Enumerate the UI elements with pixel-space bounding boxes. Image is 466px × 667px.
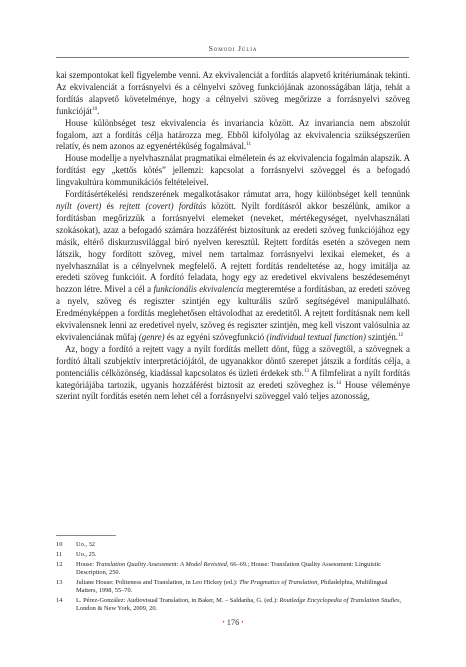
- text-run: , London & New York, 2009, 20.: [76, 597, 402, 613]
- footnote-13: [56, 579, 410, 596]
- italic-run: Translation Quality Assessment: A Model Revisited: [95, 560, 227, 568]
- text-run: A filmfelirat a nyílt fordítás kategóriájába tartozik, ugyanis hozzáférést biztosít az eredeti szöveghez is.: [56, 367, 410, 390]
- footnote-number: 10: [56, 541, 63, 548]
- footnote-14: [56, 597, 410, 614]
- body-text: [56, 70, 410, 403]
- text-run: szintjén.: [365, 331, 398, 342]
- footnote-11: [56, 551, 410, 559]
- paragraph-3: House modellje a nyelvhasználat pragmatikai elméletein és az ekvivalencia fogalmán alapszik. A fordítást egy „kettős kötés” jellemzi: kapcsolat a forrásnyelvi szöveggel és a befogadó lingvakultúra kommunikációs feltételeivel.: [56, 153, 411, 188]
- footnote-number: 11: [56, 550, 63, 558]
- text-run: Uo., 25.: [76, 550, 97, 558]
- note-ref[interactable]: 12: [398, 331, 404, 338]
- note-ref[interactable]: 13: [303, 367, 310, 374]
- page-number: [0, 618, 466, 627]
- paragraph-1: [56, 70, 410, 118]
- footnote-10: [56, 541, 410, 549]
- text-run: Uo., 32: [76, 541, 95, 548]
- footnote-text: [76, 541, 95, 548]
- text-run: , Philadelphia, Multilingual Matters, 1998, 55–70.: [76, 578, 388, 595]
- footnotes: [56, 541, 410, 615]
- text-run: L. Pérez-González: Audiovisual Translation, in Baker, M. – Saldanha, G. (ed.):: [76, 597, 280, 605]
- footnote-text: [76, 551, 97, 558]
- footnote-12: [56, 561, 410, 578]
- text-run: Juliane House: Politeness and Translation, in Leo Hickey (ed.):: [76, 578, 240, 586]
- italic-run: (genre): [138, 331, 165, 342]
- footnote-text: [76, 579, 388, 594]
- paragraph-1-end: .: [97, 105, 100, 116]
- paragraph-2: [56, 118, 410, 154]
- italic-run: The Pragmatics of Translation: [239, 578, 318, 586]
- footnote-rule: [56, 535, 116, 536]
- paragraph-5: [56, 344, 410, 404]
- italic-run: rejtett (covert) fordítás: [119, 200, 207, 211]
- footnote-number: 13: [56, 578, 63, 586]
- italic-run: Routledge Encyclopedia of Translation Studies: [279, 597, 400, 605]
- text-run: között. Nyílt fordításról akkor beszélünk, amikor a fordításban megőrizzük a forrásnyelvi elemeket (neveket, mértékegységet, nyelvhasználati szokásokat), azaz a befogadó számára hozzáférést biztosítunk az eredeti szöveg funkciójához egy másik, eltérő diskurzusvilággal bíró nyelven keresztül. Rejtett fordítás esetén a szövegen nem látszik, hogy fordított szöveg, mivel nem tartalmaz forrásnyelvi lexikai elemeket, és a nyelvhasználat is a célnyelvnek megfelelő. A rejtett fordítás rendeltetése az, hogy imitálja az eredeti szöveg funkcióit. A fordító feladata, hogy egy az eredetivel ekvivalens beszédeseményt hozzon létre. Mivel a cél a: [56, 200, 410, 295]
- page-number-ornament-left: •: [222, 620, 225, 626]
- text-run: Fordításértékelési rendszerének megalkotásakor rámutat arra, hogy különbséget kell tennünk: [65, 189, 410, 200]
- running-header: Somodi Júlia: [208, 44, 258, 53]
- footnote-text: [76, 597, 401, 612]
- italic-run: nyílt (overt): [56, 200, 102, 211]
- page-number-ornament-right: •: [241, 620, 244, 626]
- header-rule: [56, 57, 409, 58]
- page-number-value: 176: [226, 618, 240, 627]
- paragraph-4: [56, 189, 410, 344]
- italic-run: funkcionális ekvivalencia: [153, 284, 244, 295]
- text-run: House véleménye szerint nyílt fordítás esetén nem lehet cél a forrásnyelvi szöveggel való teljes azonosság,: [56, 379, 410, 402]
- paragraph-1-text: kai szempontokat kell figyelembe venni. Az ekvivalenciát a fordítás alapvető kritériumának tekinti. Az ekvivalenciát a forrásnyelvi és a célnyelvi szöveg funkciójának azonosságában látja, tehát a fordítás alapvető követelménye, hogy a célnyelvi szöveg megőrizze a forrásnyelvi szöveg funkcióját: [56, 70, 410, 116]
- note-ref-11[interactable]: 11: [246, 141, 252, 148]
- text-run: és: [101, 200, 120, 211]
- note-ref-10[interactable]: 10: [91, 105, 98, 112]
- text-run: , 66–69.; House: Translation Quality Assessment: Linguistic Description, 250.: [76, 560, 381, 577]
- text-run: megteremtése a fordításban, az eredeti szöveg a nyelv, szöveg és regiszter szintjén egy kulturális szűrő segítségével manipulálható. Eredményképpen a fordítás meglehetősen eltávolodhat az eredetitől. A rejtett fordításnak nem kell ekvivalensnek lenni az eredetivel nyelv, szöveg és regiszter szintjén, meg kell viszont valósulnia az ekvivalenciának műfaj: [56, 284, 411, 342]
- italic-run: (individual textual function): [266, 331, 366, 342]
- text-run: Az, hogy a fordító a rejtett vagy a nyílt fordítás mellett dönt, függ a szövegtől, a szövegnek a fordító általi szubjektív interpretációjától, de ugyanakkor döntő szerepet játszik a fordítás célja, a pontenciális célközönség, kiadással kapcsolatos és üzleti érdekek stb.: [56, 343, 410, 378]
- paragraph-2-text: House különbséget tesz ekvivalencia és invariancia között. Az invariancia nem abszolút fogalom, azt a fordítás célja határozza meg. Ebből kifolyólag az ekvivalencia szükségszerűen relatív, és nem azonos az egyenértékűség fogalmával.: [56, 117, 410, 152]
- footnote-number: 14: [56, 597, 63, 605]
- footnote-number: 12: [56, 560, 63, 568]
- text-run: House:: [76, 560, 96, 568]
- note-ref[interactable]: 14: [335, 379, 342, 386]
- footnote-text: [76, 561, 381, 576]
- text-run: és az egyéni szövegfunkció: [164, 331, 267, 342]
